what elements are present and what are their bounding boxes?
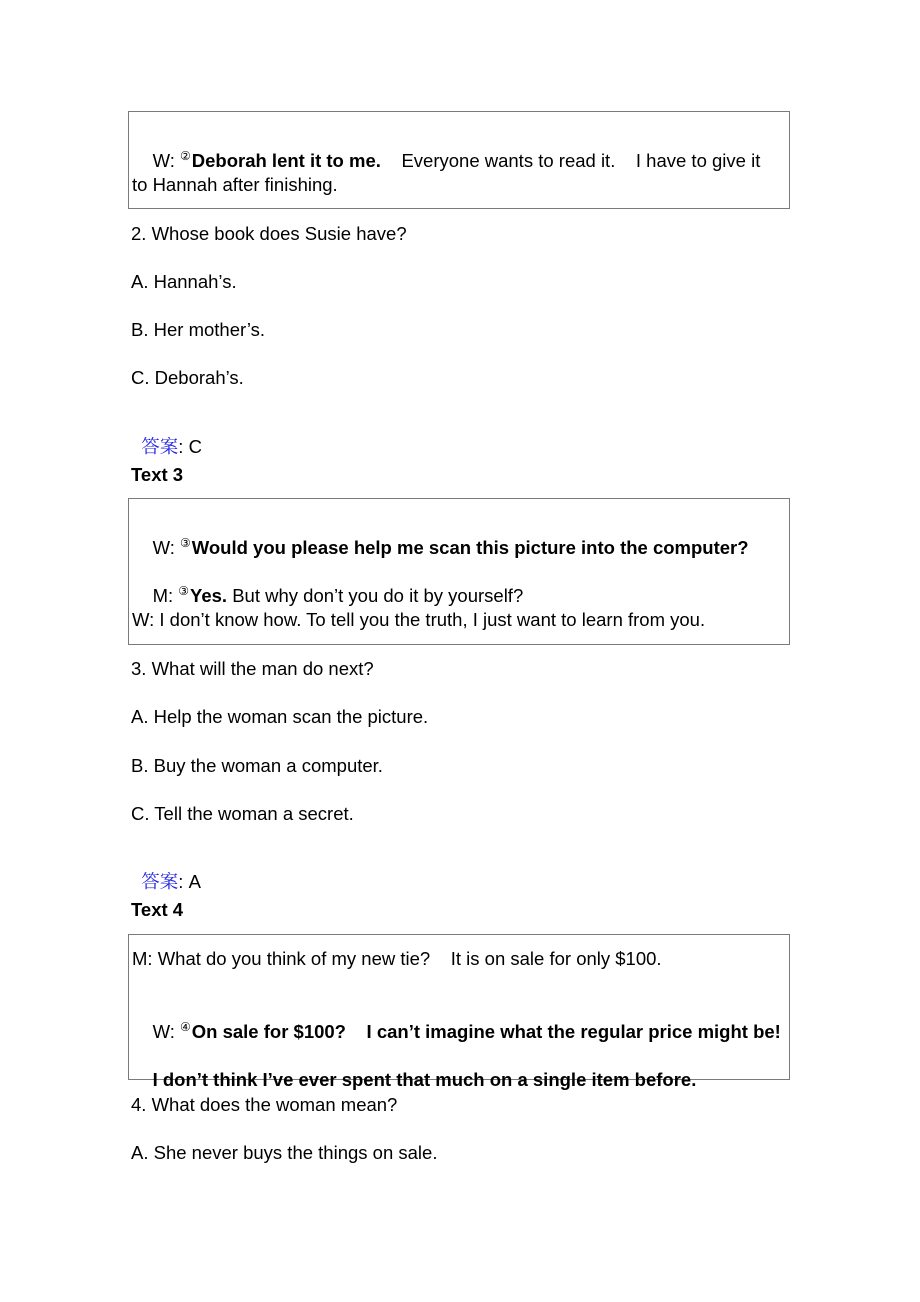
dialogue-text: Everyone wants to read it. I have to give it — [380, 150, 761, 171]
dialogue-line: M: What do you think of my new tie? It is on sale for only $100. — [132, 948, 662, 969]
speaker-label: W: — [152, 150, 180, 171]
circled-number-marker: ③ — [178, 584, 190, 598]
answer-label: 答案 — [141, 871, 179, 892]
dialogue-box-text4 — [128, 934, 790, 1090]
dialogue-box-text2 — [128, 111, 790, 209]
answer — [131, 846, 201, 894]
key-sentence: I don’t think I’ve ever spent that much on a single item before. — [152, 1069, 697, 1090]
answer — [131, 411, 202, 459]
circled-number-marker: ④ — [179, 1020, 191, 1034]
dialogue-text: But why don’t you do it by yourself? — [227, 585, 524, 606]
speaker-label: W: — [152, 1021, 180, 1042]
option-a: A. She never buys the things on sale. — [131, 1142, 438, 1163]
circled-number-marker: ③ — [179, 536, 191, 550]
option-a: A. Hannah’s. — [131, 271, 237, 292]
key-sentence: On sale for $100? I can’t imagine what the regular price might be! — [191, 1021, 781, 1042]
key-sentence: Yes. — [190, 585, 228, 606]
circled-number-marker: ② — [179, 149, 191, 163]
section-heading: Text 3 — [131, 464, 184, 485]
question-text: 3. What will the man do next? — [131, 658, 374, 679]
question-text: 4. What does the woman mean? — [131, 1094, 398, 1115]
answer-label: 答案 — [141, 436, 179, 457]
dialogue-line: W: I don’t know how. To tell you the truth, I just want to learn from you. — [132, 609, 706, 630]
dialogue-line: to Hannah after finishing. — [132, 174, 338, 195]
answer-value: : A — [178, 871, 201, 892]
speaker-label: M: — [152, 585, 179, 606]
key-sentence: Would you please help me scan this picture into the computer? — [191, 537, 749, 558]
option-c: C. Tell the woman a secret. — [131, 803, 354, 824]
answer-value: : C — [178, 436, 202, 457]
option-b: B. Buy the woman a computer. — [131, 755, 383, 776]
option-a: A. Help the woman scan the picture. — [131, 706, 429, 727]
key-sentence: Deborah lent it to me. — [191, 150, 381, 171]
dialogue-box-text3 — [128, 498, 790, 645]
speaker-label: W: — [152, 537, 180, 558]
option-c: C. Deborah’s. — [131, 367, 244, 388]
section-heading: Text 4 — [131, 899, 184, 920]
option-b: B. Her mother’s. — [131, 319, 265, 340]
question-text: 2. Whose book does Susie have? — [131, 223, 407, 244]
